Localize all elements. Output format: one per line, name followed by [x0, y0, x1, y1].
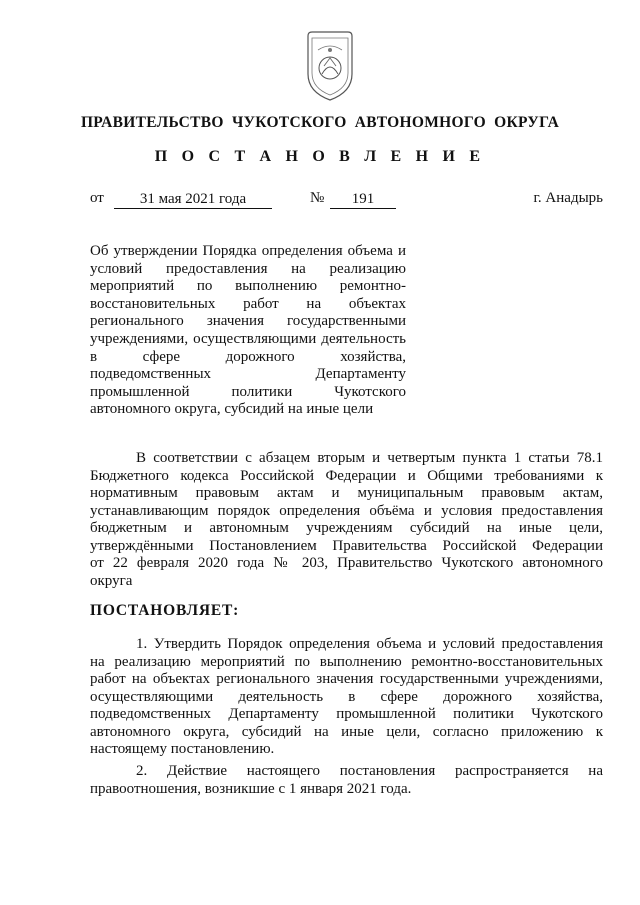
item-2-line: 2. Действие настоящего постановления распространяется на: [136, 763, 603, 779]
preamble-line: устанавливающим порядок определения объёма и условия предоставления: [90, 502, 603, 519]
document-number: 191: [330, 190, 396, 209]
item-2-line: правоотношения, возникшие с 1 января 2021 года.: [90, 780, 412, 797]
item-1-line: работ на объектах регионального значения государственными учреждениями,: [90, 671, 603, 687]
date-label: от: [90, 190, 104, 206]
item-1-line: автономного округа, субсидий на иные цели, согласно приложению к: [90, 723, 603, 740]
subject-line: восстановительных работ на объектах: [90, 295, 406, 312]
item-1-line: на реализацию мероприятий по выполнению ремонтно-восстановительных: [90, 653, 603, 670]
subject-line: в сфере дорожного хозяйства,: [90, 348, 406, 365]
item-2-paragraph: [90, 763, 603, 798]
subject-line: автономного округа, субсидий на иные цели: [90, 401, 374, 418]
document-meta-row: [90, 190, 603, 210]
item-1-line: настоящему постановлению.: [90, 741, 275, 757]
preamble-line: Бюджетного кодекса Российской Федерации и Общими требованиями к: [90, 467, 603, 484]
subject-line: учреждениями, осуществляющими деятельность: [90, 330, 406, 347]
decree-heading: ПОСТАНОВЛЯЕТ:: [90, 602, 240, 619]
preamble-line: В соответствии с абзацем вторым и четвертым пункта 1 статьи 78.1: [136, 450, 603, 466]
preamble-line: нормативным правовым актам и муниципальным правовым актам,: [90, 485, 603, 501]
government-name: ПРАВИТЕЛЬСТВО ЧУКОТСКОГО АВТОНОМНОГО ОКРУГА: [80, 114, 560, 131]
document-date: 31 мая 2021 года: [114, 190, 272, 209]
preamble-line: округа: [90, 572, 133, 589]
coat-of-arms-emblem: [300, 28, 360, 104]
number-label: №: [310, 190, 325, 206]
subject-line: промышленной политики Чукотского: [90, 383, 406, 400]
item-1-line: подведомственных Департаменту промышленной политики Чукотского: [90, 706, 603, 722]
subject-line: подведомственных Департаменту: [90, 366, 406, 383]
document-subject: [90, 243, 406, 419]
item-1-paragraph: [90, 636, 603, 759]
item-1-line: осуществляющими деятельность в сфере дорожного хозяйства,: [90, 688, 603, 705]
preamble-line: утверждёнными Постановлением Правительства Российской Федерации: [90, 537, 603, 554]
subject-line: мероприятий по выполнению ремонтно-: [90, 278, 406, 295]
item-1-line: 1. Утвердить Порядок определения объема и условий предоставления: [136, 636, 603, 652]
preamble-line: бюджетным и автономным учреждениям субсидий на иные цели,: [90, 520, 603, 536]
document-type: П О С Т А Н О В Л Е Н И Е: [154, 148, 486, 165]
preamble-line: от 22 февраля 2020 года № 203, Правительство Чукотского автономного: [90, 555, 603, 571]
subject-line: регионального значения государственными: [90, 313, 406, 330]
preamble-paragraph: [90, 450, 603, 590]
subject-line: Об утверждении Порядка определения объема и: [90, 243, 406, 259]
subject-line: условий предоставления на реализацию: [90, 260, 406, 277]
document-city: г. Анадырь: [533, 190, 603, 206]
